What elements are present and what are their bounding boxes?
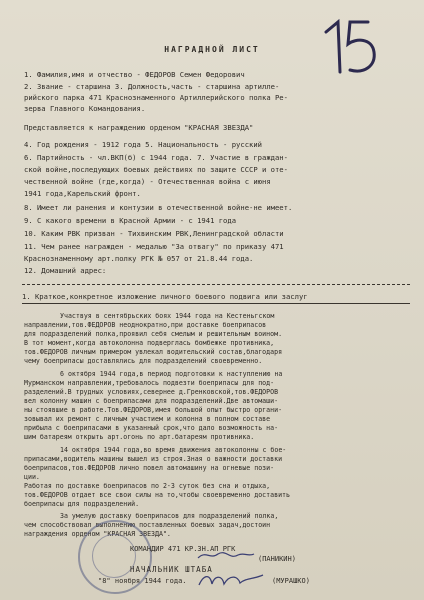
commander-signature [196, 548, 256, 562]
paragraph-line: прибыла с боеприпасами в указанный срок,что дало возможность на- [24, 424, 279, 432]
paragraph-line: Участвуя в сентябрьских боях 1944 года на Кестеньгском [60, 312, 275, 320]
paragraph-line: для подразделений полка,проявил себя смелым и решительным воином. [24, 330, 283, 338]
section-heading: 1. Краткое,конкретное изложение личного боевого подвига или заслуг [22, 292, 308, 301]
paragraph-line: чему боеприпасы доставлялись для подразделений своевременно. [24, 357, 263, 365]
paragraph-line: припасами,водитель машины вышел из строя.Зная о важности доставки [24, 455, 283, 463]
section-divider [22, 284, 410, 285]
field-line: ской войне,последующих боевых действиях по защите СССР и оте- [24, 165, 288, 174]
paragraph-line: награждения орденом "КРАСНАЯ ЗВЕЗДА". [24, 530, 171, 538]
commander-title: КОМАНДИР 471 КР.ЗН.АП РГК [130, 545, 236, 553]
field-line: 1941 года,Карельский фронт. [24, 189, 141, 198]
field-line: 6. Партийность - чл.ВКП(б) с 1944 года. 7. Участие в граждан- [24, 153, 288, 162]
paragraph-line: боеприпасов,тов.ФЕДОРОВ лично повел автомашину на огневые пози- [24, 464, 275, 472]
field-line: 10. Каким РВК призван - Тихвинским РВК,Ленинградской области [24, 229, 284, 238]
paragraph-line: шим батареям открыть арт.огонь по арт.батареям противника. [24, 433, 255, 441]
document-date: "8" ноября 1944 года. [98, 577, 187, 585]
paragraph-line: вел колонну машин с боеприпасами для подразделений.Две автомаши- [24, 397, 279, 405]
field-line: чественной войне (где,когда) - Отечественная война с июня [24, 177, 271, 186]
field-line: 12. Домашний адрес: [24, 266, 107, 275]
field-line: 9. С какого времени в Красной Армии - с 1941 года [24, 216, 237, 225]
field-line: 4. Год рождения - 1912 года 5. Национальность - русский [24, 140, 262, 149]
paragraph-line: 14 октября 1944 года,во время движения автоколонны с бое- [60, 446, 287, 454]
paragraph-line: чем способствовал выполнению поставленных боевых задач,достоин [24, 521, 271, 529]
document-title: НАГРАДНОЙ ЛИСТ [164, 45, 260, 54]
commander-name: (ПАНИКИН) [258, 555, 296, 563]
field-line: Представляется к награждению орденом "КРАСНАЯ ЗВЕЗДА" [24, 123, 254, 132]
field-line: Краснознаменному арт.полку РГК № 057 от 21.8.44 года. [24, 254, 254, 263]
paragraph-line: боеприпасы для подразделений. [24, 500, 140, 508]
paragraph-line: зовывал их ремонт с личным участием и колонна в полном составе [24, 415, 271, 423]
chief-signature [196, 570, 266, 590]
field-line: 11. Чем ранее награжден - медалью "За отвагу" по приказу 471 [24, 242, 284, 251]
field-line: 2. Звание - старшина 3. Должность,часть - старшина артилле- [24, 82, 280, 91]
paragraph-line: разделений.В трудных условиях,севернее д.Гренковской,тов.ФЕДОРОВ [24, 388, 279, 396]
paragraph-line: направлении,тов.ФЕДОРОВ неоднократно,при доставке боеприпасов [24, 321, 267, 329]
paragraph-line: ции. [24, 473, 40, 481]
field-line: 8. Имеет ли ранения и контузии в отечественной войне-не имеет. [24, 203, 293, 212]
section-underline [22, 303, 410, 304]
paragraph-line: ны стоявшие в работе.Тов.ФЕДОРОВ,имея большой опыт быстро органи- [24, 406, 283, 414]
paragraph-line: За умелую доставку боеприпасов для подразделений полка, [60, 512, 279, 520]
paragraph-line: 6 октября 1944 года,в период подготовки к наступлению на [60, 370, 283, 378]
paragraph-line: тов.ФЕДОРОВ отдает все свои силы на то,чтобы своевременно доставить [24, 491, 290, 499]
paragraph-line: Работая по доставке боеприпасов по 2-3 суток без сна и отдыха, [24, 482, 271, 490]
field-line: зерва Главного Командования. [24, 104, 146, 113]
field-line: 1. Фамилия,имя и отчество - ФЕДОРОВ Семен Федорович [24, 70, 245, 79]
chief-of-staff-title: НАЧАЛЬНИК ШТАБА [130, 565, 213, 574]
paragraph-line: В тот момент,когда автоколонна подверглась бомбежке противника, [24, 339, 275, 347]
paragraph-line: Мурманском направлении,требовалось подвезти боеприпасы для под- [24, 379, 275, 387]
paragraph-line: тов.ФЕДОРОВ личным примером увлекал водительский состав,благодаря [24, 348, 283, 356]
field-line: рийского парка 471 Краснознаменного Артиллерийского полка Ре- [24, 93, 288, 102]
chief-name: (МУРАШКО) [272, 577, 310, 585]
